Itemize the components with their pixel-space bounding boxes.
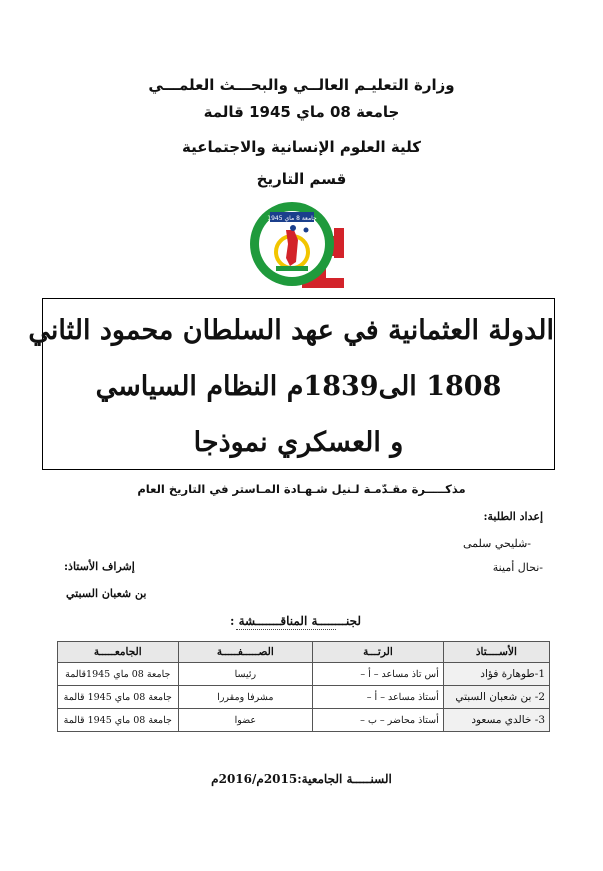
student-name-1: -شليحي سلمى	[462, 537, 531, 550]
member-role: عضوا	[178, 709, 313, 732]
member-role: مشرفا ومقررا	[178, 686, 313, 709]
member-name: 1-طوهارة فؤاد	[443, 663, 549, 686]
header-professor: الأســــتاذ	[443, 642, 549, 663]
member-university: جامعة 08 ماي 1945قالمة	[58, 663, 179, 686]
member-university: جامعة 08 ماي 1945 قالمة	[58, 709, 179, 732]
thesis-title-box	[28, 298, 555, 470]
department-name: قسم التاريخ	[256, 170, 347, 188]
student-name-2: -نحال أمينة	[492, 561, 543, 574]
thesis-title-line-3: و العسكري نموذجا	[193, 427, 404, 458]
academic-year: السنـــــة الجامعية:2015م/2016م	[211, 772, 392, 786]
member-name: 3- خالدي مسعود	[443, 709, 549, 732]
thesis-title-line-2: 1808 الى1839م النظام السياسي	[95, 371, 502, 402]
svg-text:جامعة 8 ماي 1945: جامعة 8 ماي 1945	[267, 215, 317, 222]
students-label: إعداد الطلبة:	[483, 510, 543, 523]
supervisor-label: إشراف الأستاذ:	[64, 560, 135, 573]
table-row	[58, 663, 550, 686]
member-rank: أستاذ مساعد – أ –	[313, 686, 444, 709]
member-role: رئيسا	[178, 663, 313, 686]
table-row	[58, 709, 550, 732]
member-university: جامعة 08 ماي 1945 قالمة	[58, 686, 179, 709]
university-emblem-icon	[246, 200, 346, 292]
member-rank: أستاذ محاضر – ب –	[313, 709, 444, 732]
committee-title: لجنــــــــة المناقـــــــشة :	[230, 614, 362, 628]
header-university: الجامعـــــة	[58, 642, 179, 663]
committee-table	[57, 641, 550, 732]
header-role: الصـــــفـــــة	[178, 642, 313, 663]
member-rank: أس تاذ مساعد – أ –	[313, 663, 444, 686]
supervisor-name: بن شعبان السبتي	[66, 587, 147, 600]
ministry-name: وزارة التعليـم العالــي والبحـــث العلمـــي	[148, 76, 455, 94]
thesis-title-line-1: الدولة العثمانية في عهد السلطان محمود الثاني	[28, 315, 554, 346]
committee-title-underline	[236, 629, 336, 630]
member-name: 2- بن شعبان السبتي	[443, 686, 549, 709]
memo-subtitle: مذكـــــرة مقـدّمـة لـنيل شـهـادة المـاستر في التاريخ العام	[137, 482, 466, 496]
university-name: جامعة 08 ماي 1945 قالمة	[203, 103, 400, 121]
committee-header-row	[58, 642, 550, 663]
table-row	[58, 686, 550, 709]
header-rank: الرتـــة	[313, 642, 444, 663]
faculty-name: كلية العلوم الإنسانية والاجتماعية	[182, 138, 421, 156]
